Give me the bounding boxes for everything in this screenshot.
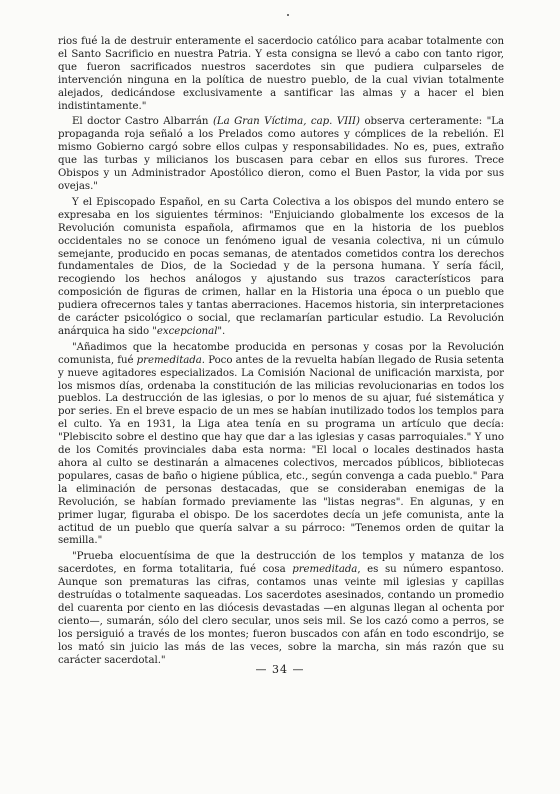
paragraph-5 xyxy=(58,551,504,667)
text-run: Y el Episcopado Español, en su Carta Colectiva a los obispos del mundo entero se expresaba en los siguientes términos: "Enjuiciando globalmente los excesos de la Revolución comunista española, afirmamos que en la historia de los pueblos occidentales no se conoce un fenómeno igual de vesania colectiva, ni un cúmulo semejante, producido en pocas semanas, de atentados cometidos contra los derechos fundamentales de Dios, de la Sociedad y de la persona humana. Y sería fácil, recogiendo los hechos análogos y ajustando sus trazos característicos para composición de figuras de crimen, hallar en la Historia una época o un pueblo que pudiera ofrecernos tales y tantas aberraciones. Hacemos historia, sin interpretaciones de carácter psicológico o social, que reclamarían particular estudio. La Revolución anárquica ha sido xyxy=(58,196,504,337)
text-run: , es su número espantoso. Aunque son prematuras las cifras, contamos unas veinte mil iglesias y capillas destruídas o totalmente saqueadas. Los sacerdotes asesinados, contando un promedio del cuarenta por ciento en las diócesis devastadas —en algunas llegan al ochenta por ciento—, sumarán, sólo del clero secular, unos seis mil. Se los cazó como a perros, se los persiguió a través de los montes; fueron buscados con afán en todo escondrijo, se los mató sin juicio las más de las veces, sobre la marcha, sin más razón que su carácter sacerdotal." xyxy=(58,564,504,666)
text-run: rios fué la de destruir enteramente el sacerdocio católico para acabar totalmente con el Santo Sacrificio en nuestra Patria. Y esta consigna se llevó a cabo con tanto rigor, que fueron sacrificados nuestros sacerdotes sin que pudiera culparseles de intervención ninguna en la política de nuestro pueblo, de la cual vivian totalmente alejados, dedicándose exclusivamente a santificar las almas y a hacer el bien indistintamente." xyxy=(58,36,504,112)
paragraph-3 xyxy=(58,197,504,339)
italic-text: (La Gran Víctima, cap. VIII) xyxy=(212,116,360,128)
italic-text: premeditada xyxy=(292,564,358,576)
text-run: "Prueba elocuentísima de que la destrucción de los templos y matanza de los sacerdotes, en forma totalitaria, fué cosa xyxy=(58,551,504,576)
page-body xyxy=(58,36,504,669)
paragraph-4 xyxy=(58,342,504,549)
text-run: "Añadimos que la hecatombe producida en personas y cosas por la Revolución comunista, fué xyxy=(58,341,504,366)
page-number: — 34 — xyxy=(255,663,305,676)
paragraph-2 xyxy=(58,116,504,193)
text-run: El doctor Castro Albarrán xyxy=(72,116,213,128)
stray-mark xyxy=(287,14,289,16)
paragraph-1 xyxy=(58,36,504,113)
text-run: . Poco antes de la revuelta habían llegado de Rusia setenta y nueve agitadores especializados. La Comisión Nacional de unificación marxista, por los mismos días, ordenaba la constitución de las milicias revolucionarias en todos los pueblos. La destrucción de las iglesias, o por lo menos de su ajuar, fué sistemática y por series. En el breve espacio de un mes se habían inutilizado todos los templos para el culto. Ya en 1931, la Liga atea tenía en su programa un artículo que decía: "Plebiscito sobre el destino que hay que dar a las iglesias y casas parroquiales." Y uno de los Comités provinciales daba esta norma: "El local o locales destinados hasta ahora al culto se destinarán a almacenes colectivos, mercados públicos, bibliotecas populares, casas de baño o higiene pública, etc., según convenga a cada pueblo." Para la eliminación de personas destacadas, que se consideraban enemigas de la Revolución, se habían formado previamente las "listas negras". En algunas, y en primer lugar, figuraba el obispo. De los sacerdotes decía un jefe comunista, ante la actitud de un pueblo que quería salvar a su párroco: "Tenemos orden de quitar la semilla." xyxy=(58,354,504,547)
italic-text: premeditada xyxy=(136,354,202,366)
italic-text: "excepcional" xyxy=(152,325,223,337)
text-run: . xyxy=(222,325,226,337)
text-run: observa certeramente: "La propaganda roja señaló a los Prelados como autores y cómplices de la rebelión. El mismo Gobierno cargó sobre ellos culpas y responsabilidades. No es, pues, extraño que las turbas y milicianos los buscasen para cebar en ellos sus furores. Trece Obispos y un Administrador Apostólico dieron, como el Buen Pastor, la vida por sus ovejas." xyxy=(58,116,504,192)
